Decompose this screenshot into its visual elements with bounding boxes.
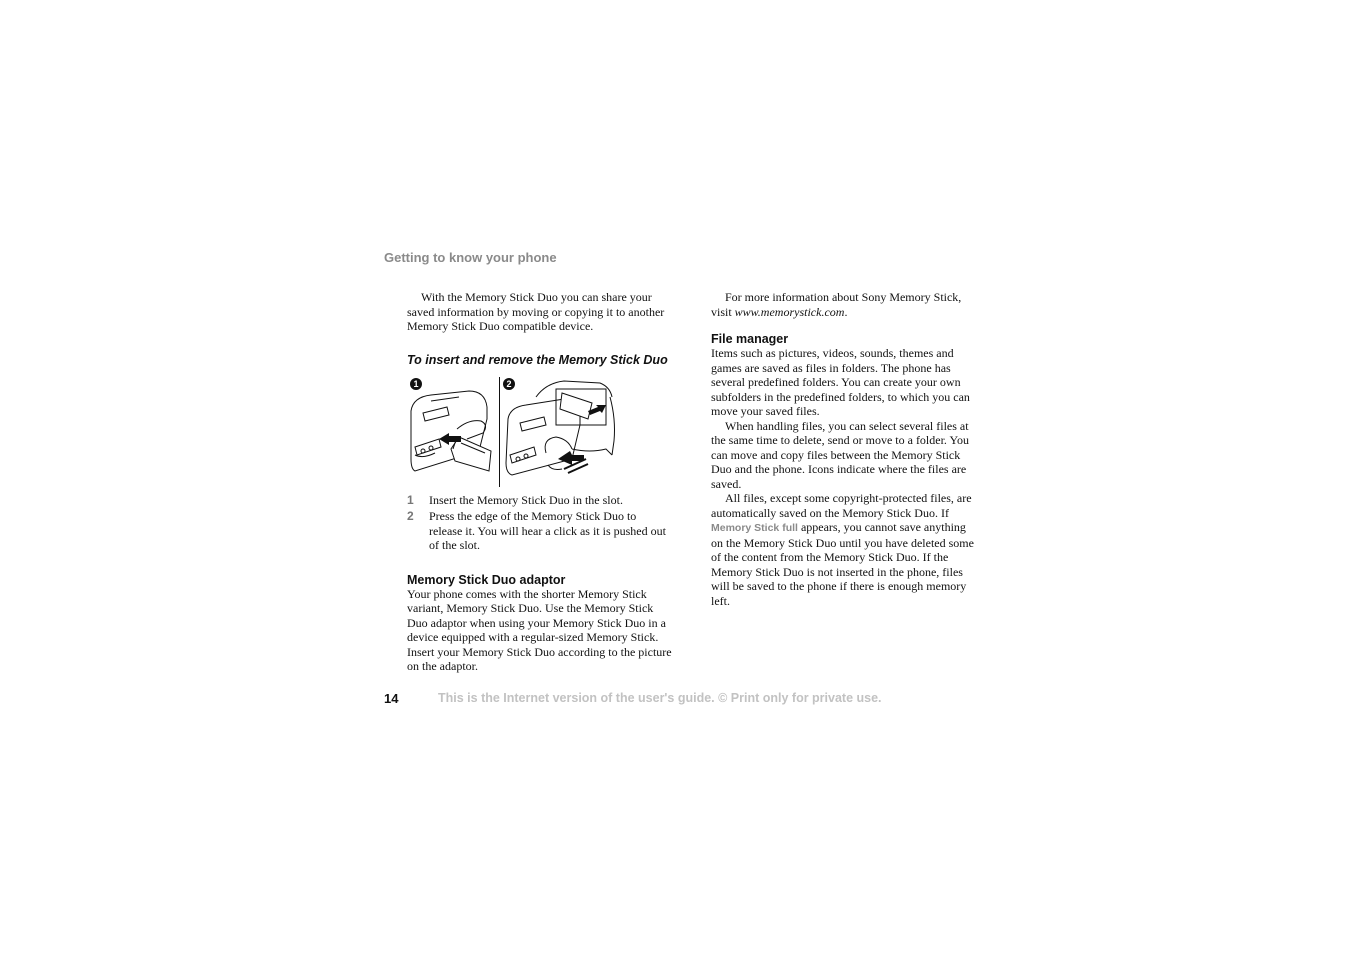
figure-divider xyxy=(499,377,500,487)
adaptor-paragraph: Your phone comes with the shorter Memory Stick variant, Memory Stick Duo. Use the Memory Stick Duo adaptor when using your Memory Stick Duo in a device equipped with a regular-sized Memory Stick. Insert your Memory Stick Duo according to the picture on the adaptor. xyxy=(407,586,672,673)
list-item xyxy=(407,509,672,553)
step-text: Insert the Memory Stick Duo in the slot. xyxy=(429,492,623,507)
file-manager-paragraph-3 xyxy=(711,491,976,608)
insert-steps-list xyxy=(407,493,672,553)
paragraph-3-start: All files, except some copyright-protected files, are automatically saved on the Memory Stick Duo. If xyxy=(711,491,972,520)
list-item xyxy=(407,493,672,508)
step-text: Press the edge of the Memory Stick Duo to release it. You will hear a click as it is pushed out of the slot. xyxy=(429,509,666,552)
left-column xyxy=(407,290,672,674)
more-info-paragraph xyxy=(711,290,976,319)
insert-heading: To insert and remove the Memory Stick Duo xyxy=(407,352,668,367)
adaptor-heading: Memory Stick Duo adaptor xyxy=(407,572,566,587)
right-column xyxy=(711,290,976,608)
memory-stick-full-term: Memory Stick full xyxy=(711,522,798,534)
insert-figure xyxy=(407,377,617,489)
file-manager-paragraph-1: Items such as pictures, videos, sounds, themes and games are saved as files in folders. The phone has several predefined folders. You can create your own subfolders in the predefined folders, to which you can move your saved files. xyxy=(711,346,970,418)
paragraph-3-end: appears, you cannot save anything on the Memory Stick Duo until you have deleted some of the content from the Memory Stick Duo. If the Memory Stick Duo is not inserted in the phone, files will be saved to the phone if there is enough memory left. xyxy=(711,520,974,608)
footer-note: This is the Internet version of the user's guide. © Print only for private use. xyxy=(438,691,882,705)
page-number: 14 xyxy=(384,691,399,706)
memorystick-url: www.memorystick.com xyxy=(734,304,845,319)
figure-label-1: 1 xyxy=(410,378,422,390)
file-manager-paragraph-2: When handling files, you can select several files at the same time to delete, send or move to a folder. You can move and copy files between the Memory Stick Duo and the phone. Icons indicate where the files are saved. xyxy=(711,418,969,491)
step-number: 2 xyxy=(407,509,414,523)
figure-label-2: 2 xyxy=(503,378,515,390)
phone-remove-illustration xyxy=(502,379,617,489)
section-title: Getting to know your phone xyxy=(384,250,557,265)
more-info-text: For more information about Sony Memory Stick, visit xyxy=(711,290,962,319)
step-number: 1 xyxy=(407,492,414,507)
intro-paragraph: With the Memory Stick Duo you can share your saved information by moving or copying it to another Memory Stick Duo compatible device. xyxy=(407,290,665,333)
more-info-end: . xyxy=(844,304,848,319)
file-manager-heading: File manager xyxy=(711,332,789,346)
phone-insert-illustration xyxy=(409,389,499,489)
